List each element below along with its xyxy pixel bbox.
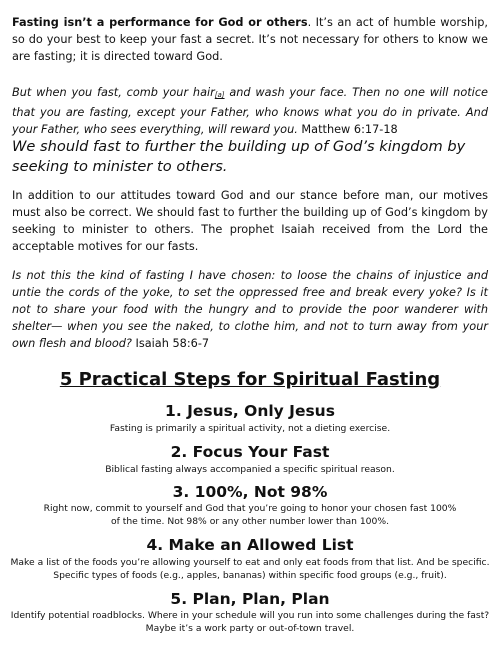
step-1-title: 1. Jesus, Only Jesus [165,402,335,420]
scripture-isaiah-text: Is not this the kind of fasting I have chosen: to loose the chains of injustice and untie the cords of the yoke, to set the oppressed free and break every yoke? Is it not to share your food with the hungry and to provide the poor wanderer with shelter— when you see the naked, to clothe him, and not to turn away from your own flesh and blood? [12,269,488,350]
motives-paragraph: In addition to our attitudes toward God and our stance before man, our motives must also be correct. We should fast to further the building up of God’s kingdom by seeking to minister to others. The prophet Isaiah received from the Lord the acceptable motives for our fasts. [12,189,488,253]
step-2-title: 2. Focus Your Fast [170,443,330,461]
intro-text: . It’s an act of humble worship, so do your best to keep your fast a secret. It’s not necessary for others to know we are fasting; it is directed toward God. [12,16,489,63]
scripture-matthew-part1: But when you fast, comb your hair [12,86,215,99]
scripture-matthew-reference: Matthew 6:17-18 [297,123,398,136]
step-2-desc: Biblical fasting always accompanied a specific spiritual reason. [105,464,395,475]
step-5-title: 5. Plan, Plan, Plan [170,590,330,608]
step-3-title: 3. 100%, Not 98% [172,483,328,501]
scripture-matthew-part2: and wash your face. Then no one will notice that you are fasting, except your Father, who knows what you do in private. And your Father, who sees everything, will reward you. [12,86,488,136]
step-4-desc-line2: Specific types of foods (e.g., apples, bananas) within specific food groups (e.g., fruit). [53,570,447,581]
step-5-desc-line1: Identify potential roadblocks. Where in your schedule will you run into some challenges during the fast? [10,610,490,621]
scripture-matthew [12,84,488,138]
step-5-desc-line2: Maybe it’s a work party or out-of-town travel. [145,623,355,634]
step-1-desc: Fasting is primarily a spiritual activity, not a dieting exercise. [109,423,391,434]
step-3-desc-line1: Right now, commit to yourself and God that you’re going to honor your chosen fast 100% [43,503,457,514]
step-3-desc-line2: of the time. Not 98% or any other number lower than 100%. [110,516,390,527]
pull-quote: We should fast to further the building up of God’s kingdom by seeking to minister to others. [12,138,466,175]
intro-bold-text: Fasting isn’t a performance for God or others [12,16,308,29]
steps-heading: 5 Practical Steps for Spiritual Fasting [59,369,441,390]
scripture-isaiah [12,267,488,352]
step-4-title: 4. Make an Allowed List [146,536,354,554]
intro-paragraph [12,14,488,65]
scripture-isaiah-reference: Isaiah 58:6-7 [131,337,210,350]
footnote-link[interactable]: [a] [214,91,225,99]
step-4-desc-line1: Make a list of the foods you’re allowing yourself to eat and only eat foods from that list. And be specific. [10,557,490,568]
